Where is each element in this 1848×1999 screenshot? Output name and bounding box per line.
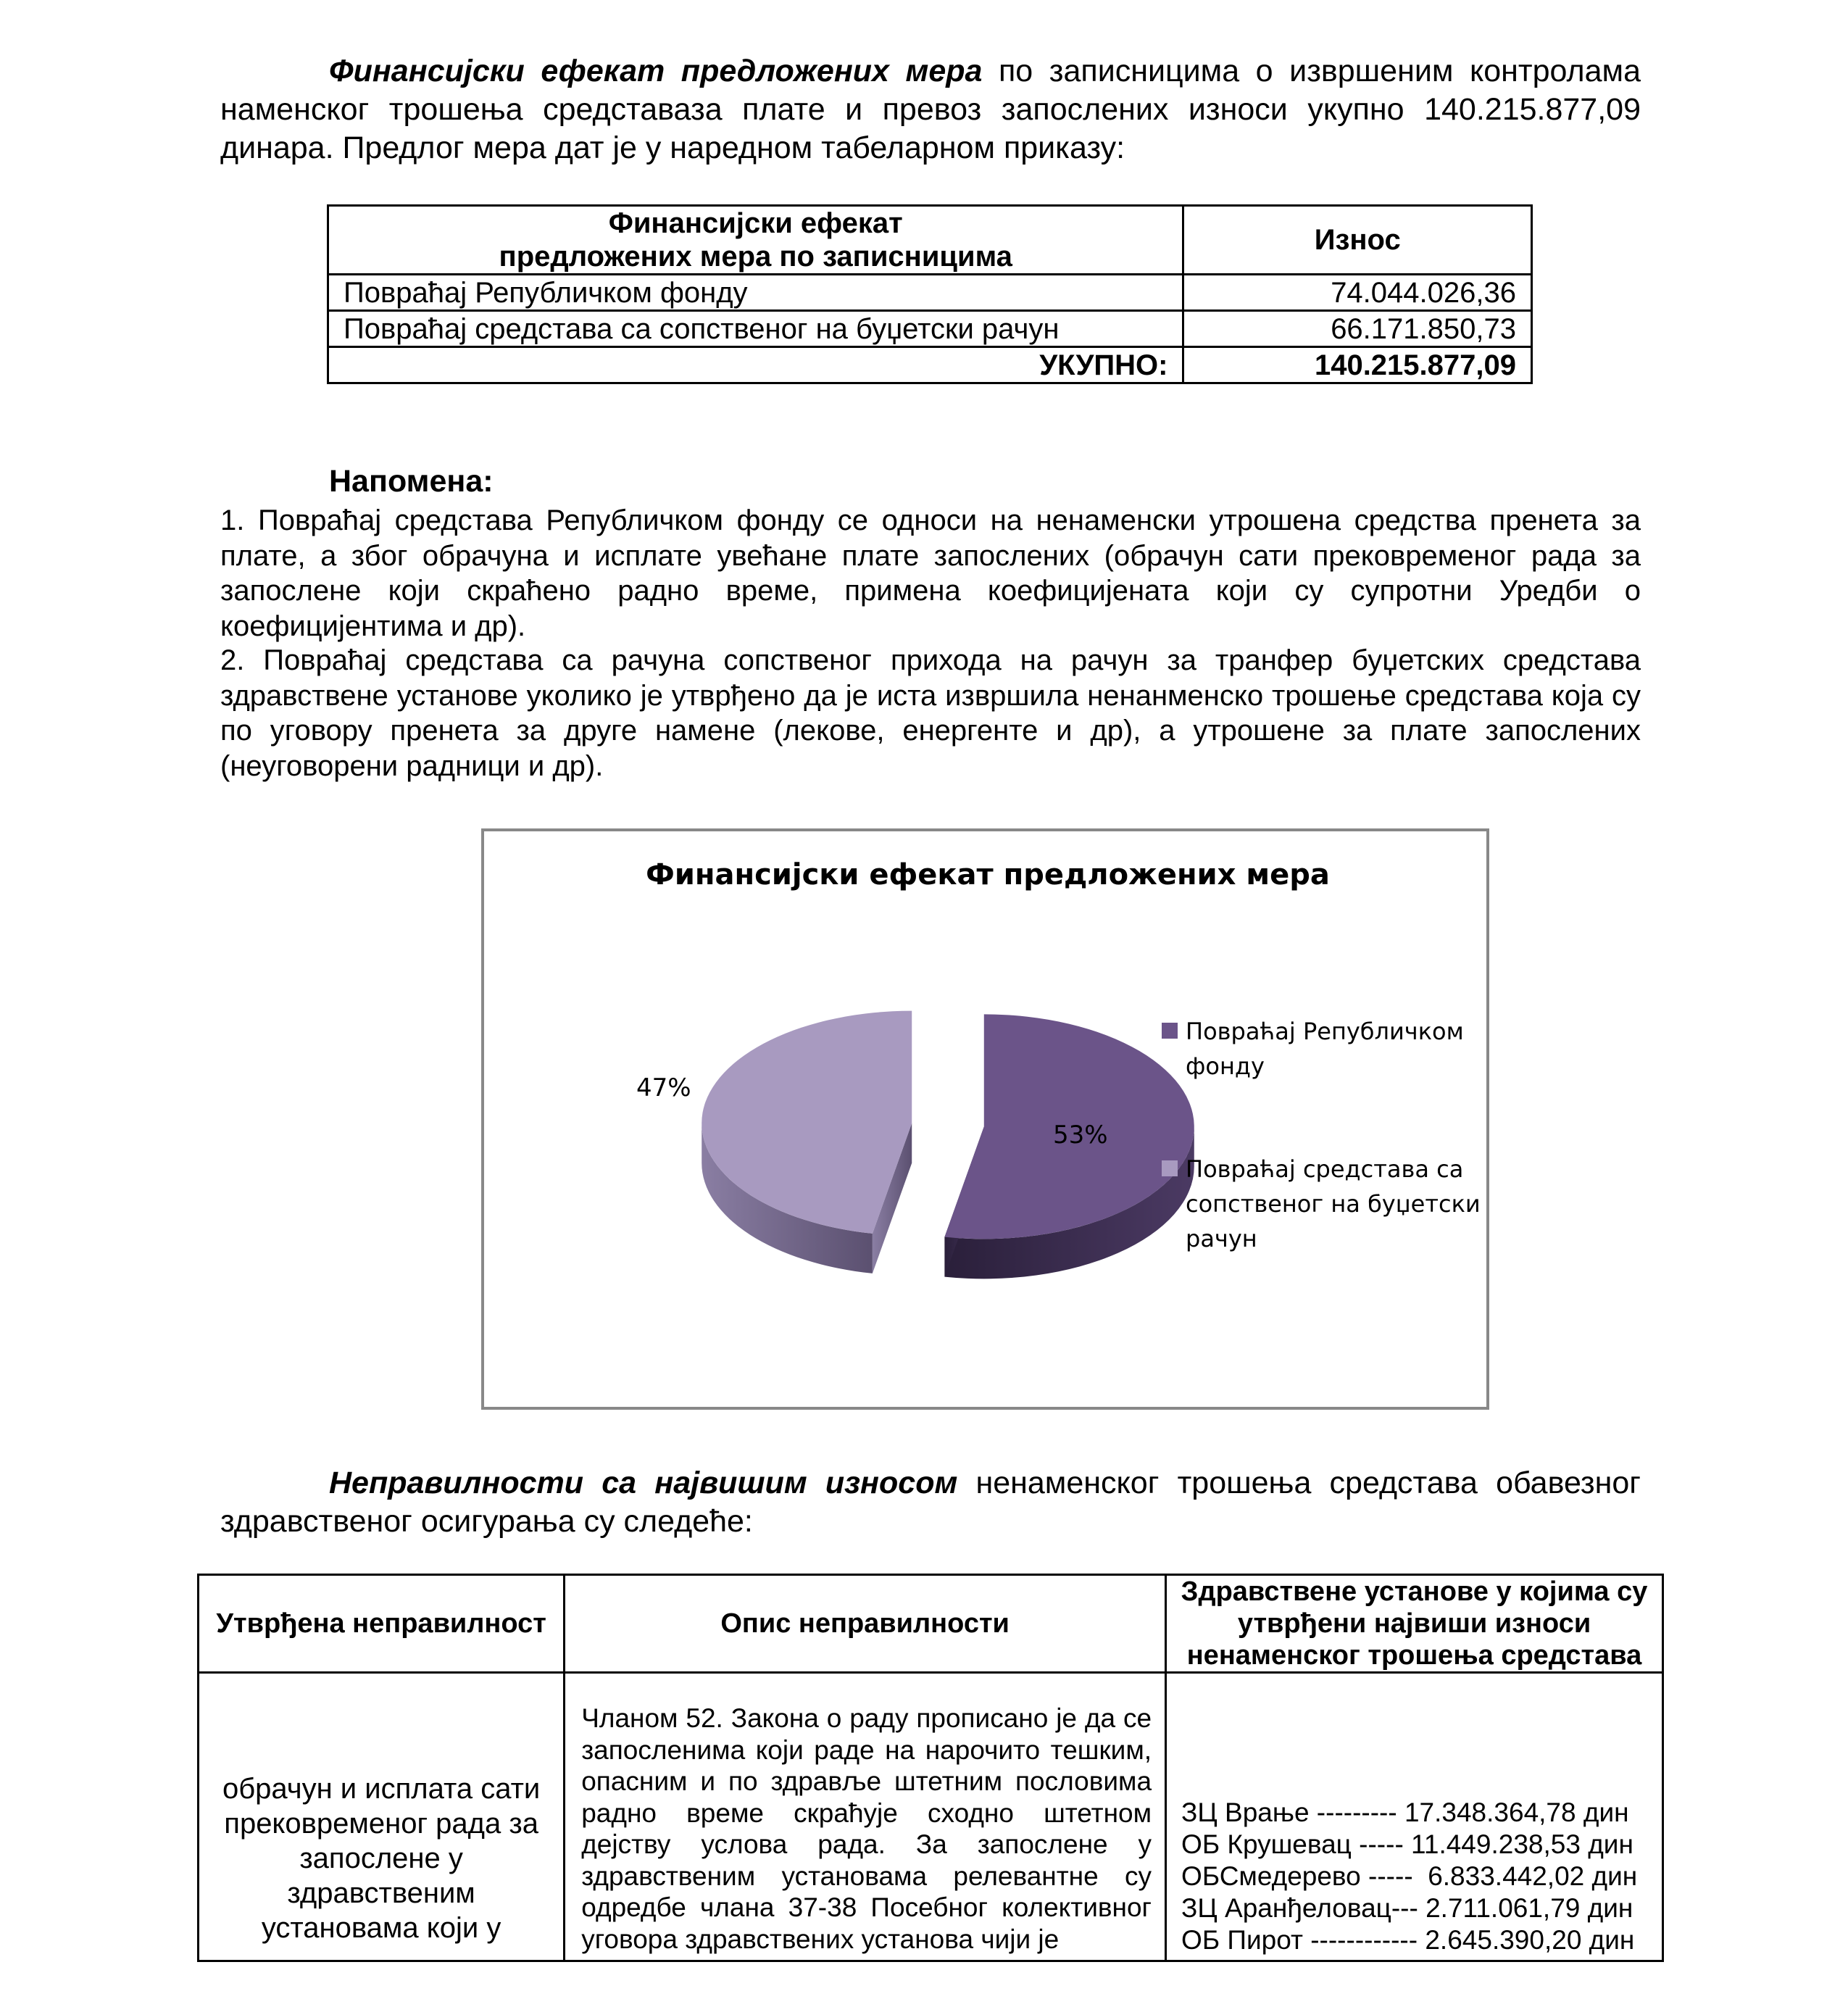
institution-entry: ЗЦ Врање --------- 17.348.364,78 дин xyxy=(1181,1798,1629,1827)
financial-effect-table xyxy=(327,204,1533,384)
table-row xyxy=(328,311,1532,347)
table2-description-cell: Чланом 52. Закона о раду прописано је да се запосленима који раде на нарочито тешким, опасним и по здравље штетним пословима радно време скраћује сходно штетном дејству услова рада. За запослене у здравственим установама релевантне су одредбе члана 37-38 Посебног колективног уговора здравствених установа чији је xyxy=(565,1673,1166,1961)
intro-text: по записницима о извршеним контролама наменског трошења средставаза плате и превоз запослених износи укупно 140.215.877,09 динара. Предлог мера дат је у наредном табеларном приказу: xyxy=(220,54,1641,165)
legend-entry: Повраћај средстава са сопственог на буџетски рачун xyxy=(1186,1155,1481,1252)
irregularities-lead: Неправилности са највишим износом xyxy=(329,1466,958,1500)
table-row xyxy=(199,1673,1663,1961)
legend-entry: Повраћај Републичком фонду xyxy=(1186,1018,1464,1080)
note-title: Напомена: xyxy=(329,464,494,499)
table1-total-amount: 140.215.877,09 xyxy=(1183,347,1532,383)
intro-lead: Финансијски ефекат предложених мера xyxy=(329,54,983,88)
table2-header-description: Опис неправилности xyxy=(565,1575,1166,1673)
pie-slice-label: 47% xyxy=(636,1073,691,1102)
table1-row2-label: Повраћај средстава са сопственог на буџетски рачун xyxy=(328,311,1183,347)
legend-swatch xyxy=(1162,1023,1178,1039)
institution-entry: ОБСмедерево ----- 6.833.442,02 дин xyxy=(1181,1861,1638,1891)
institution-entry: ЗЦ Аранђеловац--- 2.711.061,79 дин xyxy=(1181,1893,1633,1923)
table1-row2-amount: 66.171.850,73 xyxy=(1183,311,1532,347)
table1-total-label: УКУПНО: xyxy=(328,347,1183,383)
table1-header-measures: Финансијски ефекат предложених мера по записницима xyxy=(328,206,1183,275)
irregularities-paragraph xyxy=(220,1464,1641,1541)
table1-header-amount: Износ xyxy=(1183,206,1532,275)
table1-total-row xyxy=(328,347,1532,383)
note-item-2: 2. Повраћај средстава са рачуна сопственог прихода на рачун за транфер буџетских средстава здравствене установе уколико је утврђено да је иста извршила ненанменско трошење средстава која су по уговору пренета за друге намене (лекове, енергенте и др), а утрошене за плате запослених (неуговорени радници и др). xyxy=(220,644,1641,782)
legend-swatch xyxy=(1162,1160,1178,1176)
table1-row1-amount: 74.044.026,36 xyxy=(1183,275,1532,311)
table1-row1-label: Повраћај Републичком фонду xyxy=(328,275,1183,311)
table-row xyxy=(328,275,1532,311)
table2-irregularity-cell: обрачун и исплата сати прековременог рада за запослене у здравственим установама који у xyxy=(199,1673,565,1961)
pie-slice-label: 53% xyxy=(1053,1121,1108,1150)
institution-entry: ОБ Крушевац ----- 11.449.238,53 дин xyxy=(1181,1829,1633,1859)
intro-paragraph xyxy=(220,52,1641,167)
irregularities-table xyxy=(197,1574,1664,1962)
pie-chart xyxy=(484,831,1492,1413)
table2-institutions-cell xyxy=(1166,1673,1663,1961)
pie-chart-frame xyxy=(481,828,1489,1410)
irregularities-text: ненаменског трошења средстава обавезног здравственог осигурања су следеће: xyxy=(220,1466,1641,1539)
table2-header-irregularity: Утврђена неправилност xyxy=(199,1575,565,1673)
table2-header-institutions: Здравствене установе у којима су утврђени највиши износи ненаменског трошења средстава xyxy=(1166,1575,1663,1673)
note-item-1: 1. Повраћај средстава Републичком фонду се односи на ненаменски утрошена средства пренета за плате, а због обрачуна и исплате увећане плате запослених (обрачун сати прековременог рада за запослене који скраћено радно време, примена коефицијената који су супротни Уредби о коефицијентима и др). xyxy=(220,504,1641,642)
institution-entry: ОБ Пирот ------------ 2.645.390,20 дин xyxy=(1181,1925,1635,1955)
chart-title: Финансијски ефекат предложених мера xyxy=(646,858,1330,892)
